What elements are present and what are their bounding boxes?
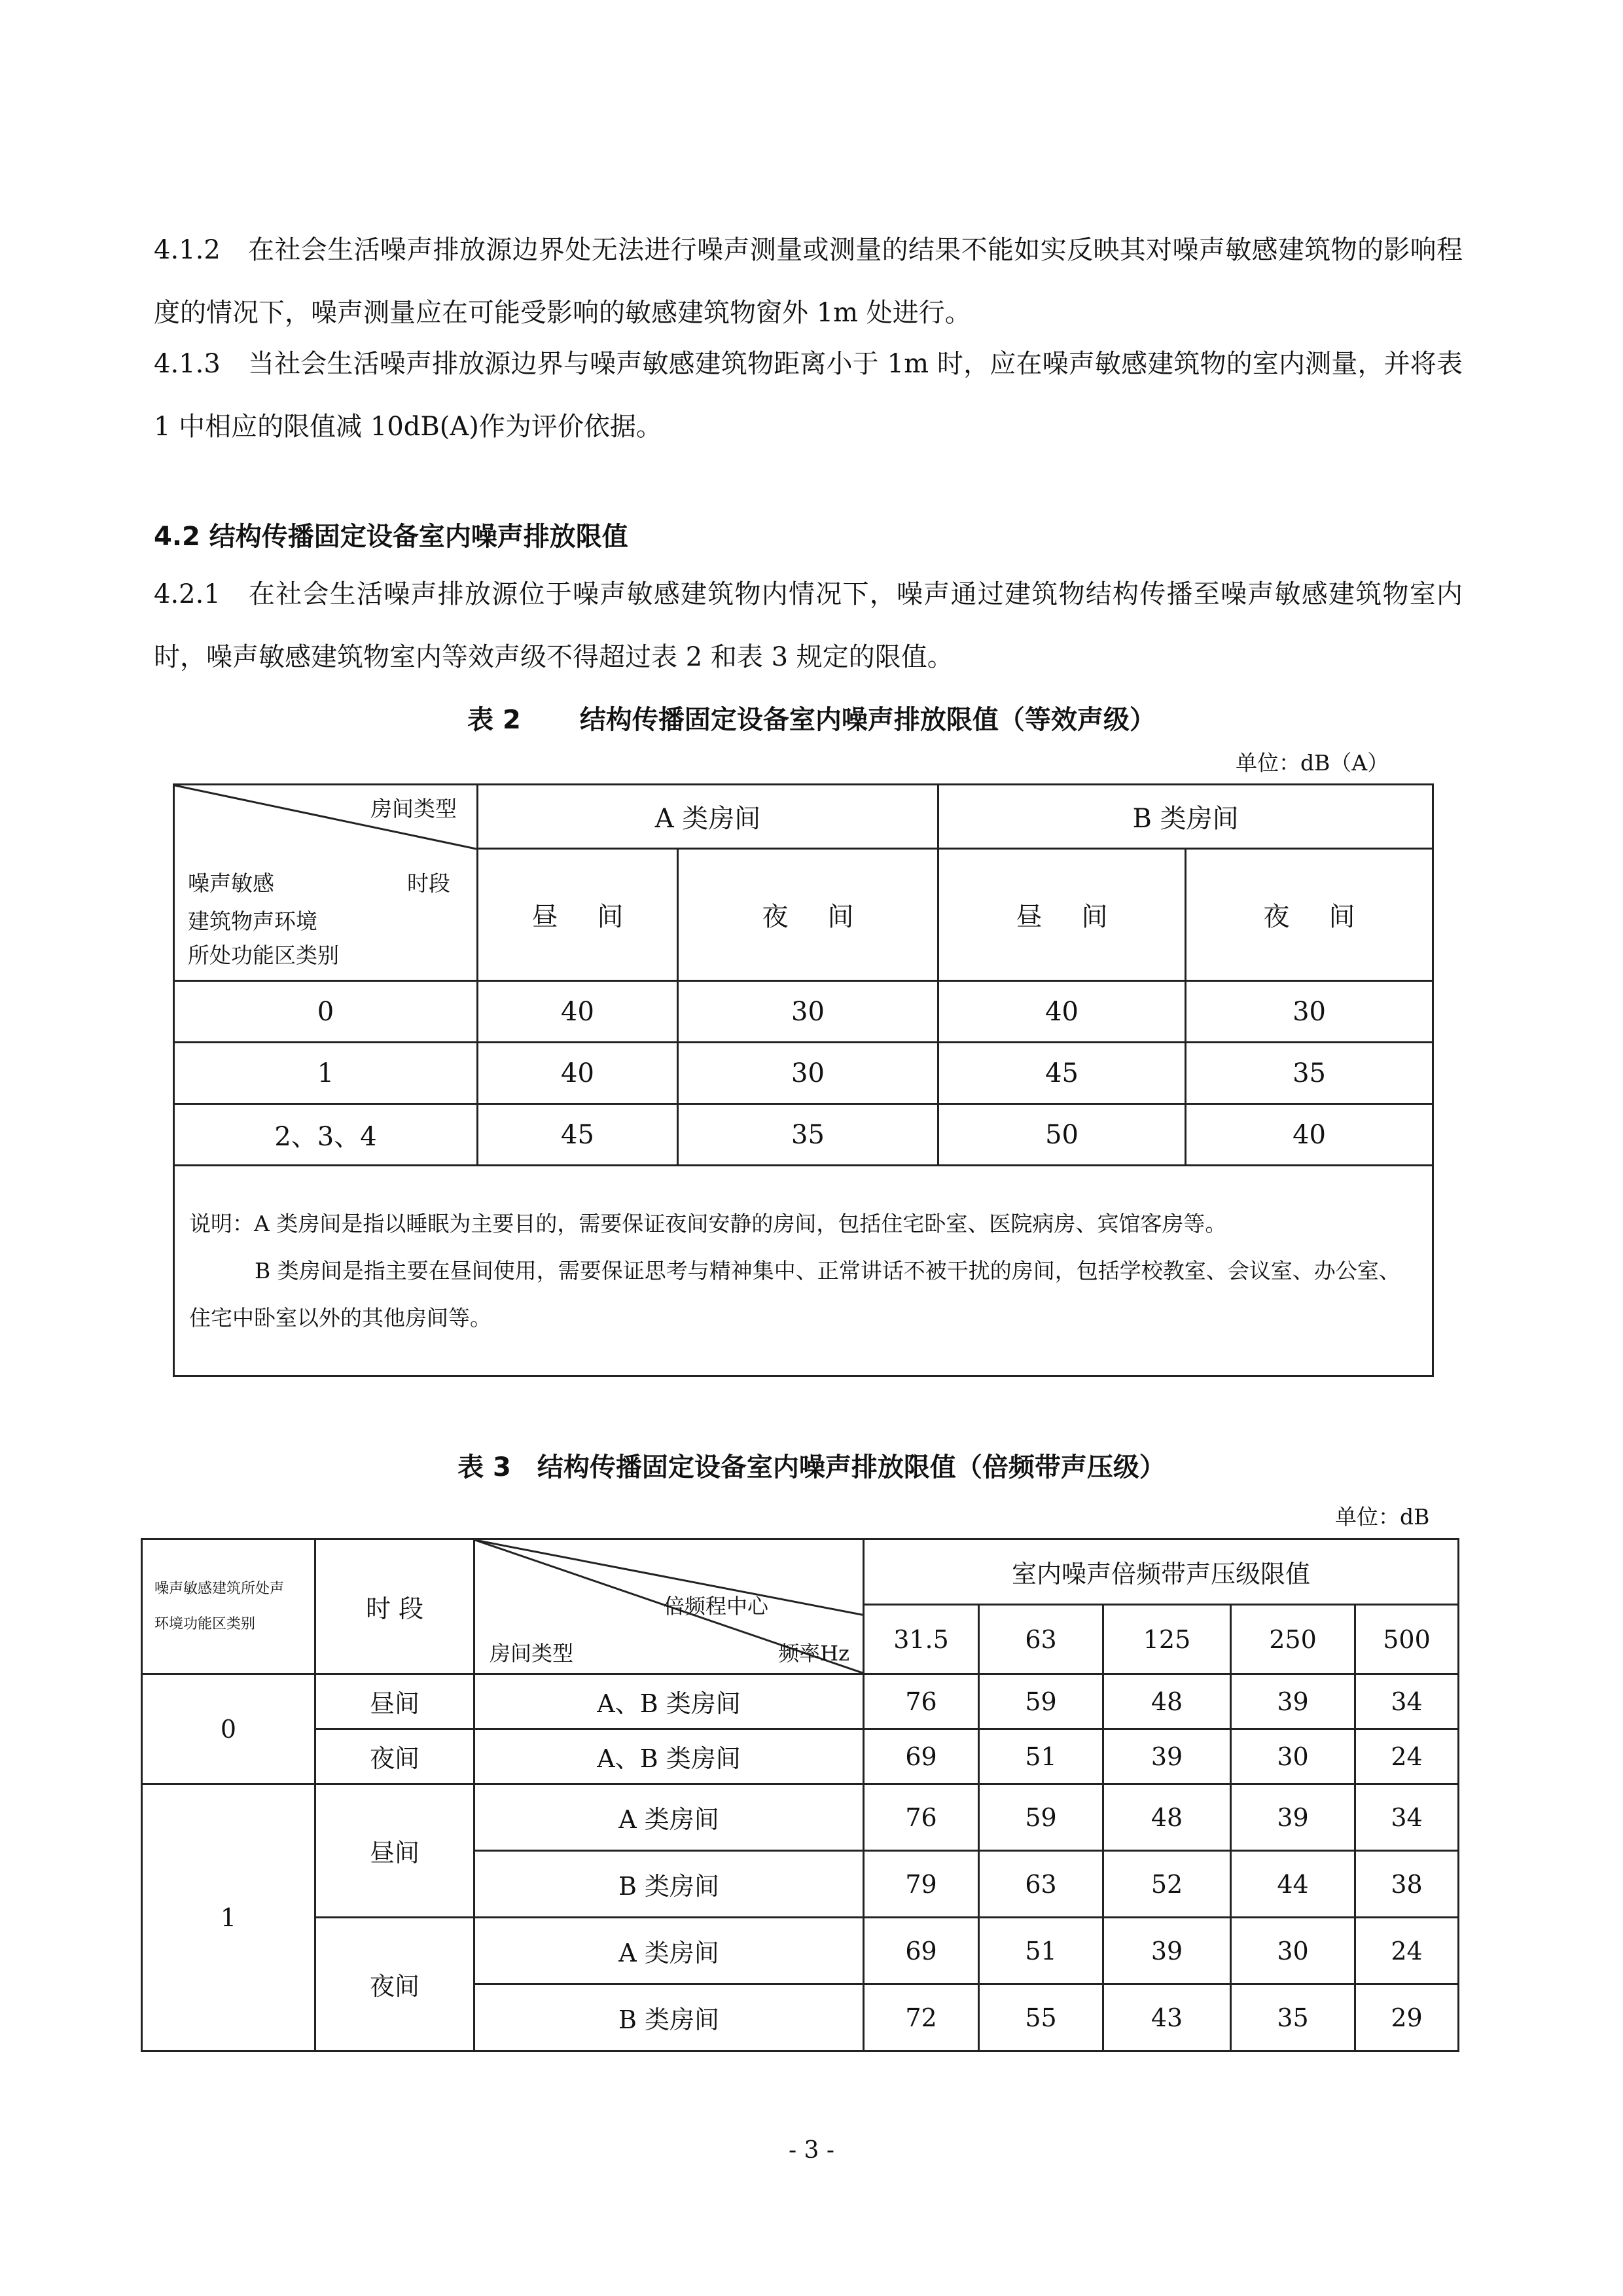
clause-number: 4.1.3 <box>154 349 221 379</box>
zone-cell: 1 <box>174 1043 478 1104</box>
value-cell: 24 <box>1355 1729 1459 1784</box>
table3-limit-header: 室内噪声倍频带声压级限值 <box>864 1539 1459 1605</box>
value-cell: 30 <box>1231 1729 1355 1784</box>
table2-header-zone-3: 所处功能区类别 <box>188 942 339 968</box>
value-cell: 55 <box>979 1984 1103 2051</box>
day-label: 昼间 <box>1016 902 1147 932</box>
table-row <box>142 1674 1459 1729</box>
value-cell: 40 <box>938 981 1186 1043</box>
day-label: 昼间 <box>531 902 663 932</box>
freq-header: 63 <box>979 1605 1103 1674</box>
value-cell: 51 <box>979 1918 1103 1984</box>
table3-header-freq: 频率Hz <box>778 1641 849 1666</box>
table-row <box>142 1784 1459 1851</box>
period-cell: 昼间 <box>315 1674 474 1729</box>
table-row <box>174 1043 1433 1104</box>
room-cell: A、B 类房间 <box>474 1674 864 1729</box>
value-cell: 48 <box>1103 1784 1231 1851</box>
table-row <box>174 1104 1433 1166</box>
night-label: 夜间 <box>1263 902 1395 932</box>
room-cell: B 类房间 <box>474 1851 864 1918</box>
value-cell: 45 <box>938 1043 1186 1104</box>
value-cell: 24 <box>1355 1918 1459 1984</box>
table3-zone-header <box>142 1539 315 1674</box>
clause-4-1-3 <box>154 332 1463 458</box>
value-cell: 39 <box>1231 1784 1355 1851</box>
table3-caption <box>0 1446 1623 1484</box>
table2-note <box>174 1166 1433 1376</box>
table2-header-zone-1: 噪声敏感 <box>188 870 274 896</box>
value-cell: 30 <box>678 981 938 1043</box>
table2-note-line-1: 说明：A 类房间是指以睡眠为主要目的，需要保证夜间安静的房间，包括住宅卧室、医院病房、宾馆客房等。 <box>189 1210 1227 1236</box>
table2-a-night-header <box>678 849 938 981</box>
value-cell: 59 <box>979 1674 1103 1729</box>
value-cell: 44 <box>1231 1851 1355 1918</box>
clause-4-1-2 <box>154 219 1463 344</box>
value-cell: 69 <box>864 1918 979 1984</box>
clause-text: 在社会生活噪声排放源边界处无法进行噪声测量或测量的结果不能如实反映其对噪声敏感建筑物的影响程度的情况下，噪声测量应在可能受影响的敏感建筑物窗外 1m 处进行。 <box>154 235 1463 328</box>
night-label: 夜间 <box>762 902 893 932</box>
value-cell: 79 <box>864 1851 979 1918</box>
room-cell: A、B 类房间 <box>474 1729 864 1784</box>
table2-caption <box>0 699 1623 736</box>
value-cell: 30 <box>1231 1918 1355 1984</box>
zone-cell: 1 <box>142 1784 315 2051</box>
zone-cell: 0 <box>142 1674 315 1784</box>
value-cell: 72 <box>864 1984 979 2051</box>
value-cell: 30 <box>678 1043 938 1104</box>
table-row <box>142 1729 1459 1784</box>
table2-caption-number: 表 2 <box>467 705 521 735</box>
table3 <box>141 1538 1459 2052</box>
clause-number: 4.1.2 <box>154 235 221 265</box>
value-cell: 29 <box>1355 1984 1459 2051</box>
table2-b-day-header <box>938 849 1186 981</box>
value-cell: 38 <box>1355 1851 1459 1918</box>
value-cell: 39 <box>1231 1674 1355 1729</box>
period-cell: 夜间 <box>315 1918 474 2051</box>
table2-room-a-header: A 类房间 <box>478 785 938 849</box>
freq-header: 500 <box>1355 1605 1459 1674</box>
value-cell: 76 <box>864 1784 979 1851</box>
value-cell: 40 <box>478 981 678 1043</box>
value-cell: 39 <box>1103 1729 1231 1784</box>
value-cell: 34 <box>1355 1674 1459 1729</box>
table2-header-zone-2: 建筑物声环境 <box>188 908 317 934</box>
table3-caption-title: 结构传播固定设备室内噪声排放限值（倍频带声压级） <box>537 1452 1166 1482</box>
value-cell: 52 <box>1103 1851 1231 1918</box>
section-heading: 4.2 结构传播固定设备室内噪声排放限值 <box>154 522 628 552</box>
value-cell: 40 <box>478 1043 678 1104</box>
clause-text: 当社会生活噪声排放源边界与噪声敏感建筑物距离小于 1m 时，应在噪声敏感建筑物的室内测量，并将表 1 中相应的限值减 10dB(A)作为评价依据。 <box>154 349 1463 442</box>
table2-a-day-header <box>478 849 678 981</box>
table3-header-room: 房间类型 <box>490 1641 574 1666</box>
table-row <box>174 981 1433 1043</box>
value-cell: 59 <box>979 1784 1103 1851</box>
freq-header: 250 <box>1231 1605 1355 1674</box>
value-cell: 40 <box>1186 1104 1433 1166</box>
table-row <box>142 1918 1459 1984</box>
value-cell: 35 <box>1231 1984 1355 2051</box>
table2-corner-header <box>174 785 478 981</box>
value-cell: 34 <box>1355 1784 1459 1851</box>
room-cell: A 类房间 <box>474 1918 864 1984</box>
value-cell: 30 <box>1186 981 1433 1043</box>
freq-header: 31.5 <box>864 1605 979 1674</box>
room-cell: A 类房间 <box>474 1784 864 1851</box>
table2-unit: 单位：dB（A） <box>1236 750 1389 776</box>
value-cell: 35 <box>678 1104 938 1166</box>
zone-cell: 2、3、4 <box>174 1104 478 1166</box>
table2-header-period: 时段 <box>407 870 450 896</box>
clause-number: 4.2.1 <box>154 579 221 609</box>
value-cell: 35 <box>1186 1043 1433 1104</box>
value-cell: 69 <box>864 1729 979 1784</box>
value-cell: 50 <box>938 1104 1186 1166</box>
page-number: - 3 - <box>788 2137 835 2164</box>
clause-4-2-1 <box>154 563 1463 689</box>
table3-corner-header <box>474 1539 864 1674</box>
table3-period-header: 时 段 <box>315 1539 474 1674</box>
table3-unit: 单位：dB <box>1335 1504 1430 1530</box>
table2-header-room-type: 房间类型 <box>370 796 457 821</box>
period-cell: 夜间 <box>315 1729 474 1784</box>
table2 <box>173 783 1434 1377</box>
room-cell: B 类房间 <box>474 1984 864 2051</box>
freq-header: 125 <box>1103 1605 1231 1674</box>
value-cell: 39 <box>1103 1918 1231 1984</box>
value-cell: 48 <box>1103 1674 1231 1729</box>
zone-cell: 0 <box>174 981 478 1043</box>
clause-text: 在社会生活噪声排放源位于噪声敏感建筑物内情况下，噪声通过建筑物结构传播至噪声敏感建筑物室内时，噪声敏感建筑物室内等效声级不得超过表 2 和表 3 规定的限值。 <box>154 579 1463 672</box>
table2-caption-title: 结构传播固定设备室内噪声排放限值（等效声级） <box>579 705 1156 735</box>
table2-room-b-header: B 类房间 <box>938 785 1433 849</box>
value-cell: 51 <box>979 1729 1103 1784</box>
table3-zone-header-line-2: 环境功能区类别 <box>154 1615 256 1632</box>
table3-header-center: 倍频程中心 <box>664 1594 769 1619</box>
value-cell: 63 <box>979 1851 1103 1918</box>
value-cell: 43 <box>1103 1984 1231 2051</box>
table2-b-night-header <box>1186 849 1433 981</box>
table2-note-line-2: B 类房间是指主要在昼间使用，需要保证思考与精神集中、正常讲话不被干扰的房间，包括学校教室、会议室、办公室、住宅中卧室以外的其他房间等。 <box>189 1257 1400 1331</box>
value-cell: 45 <box>478 1104 678 1166</box>
period-cell: 昼间 <box>315 1784 474 1918</box>
table3-zone-header-line-1: 噪声敏感建筑所处声 <box>154 1580 285 1597</box>
table3-caption-number: 表 3 <box>457 1452 511 1482</box>
value-cell: 76 <box>864 1674 979 1729</box>
